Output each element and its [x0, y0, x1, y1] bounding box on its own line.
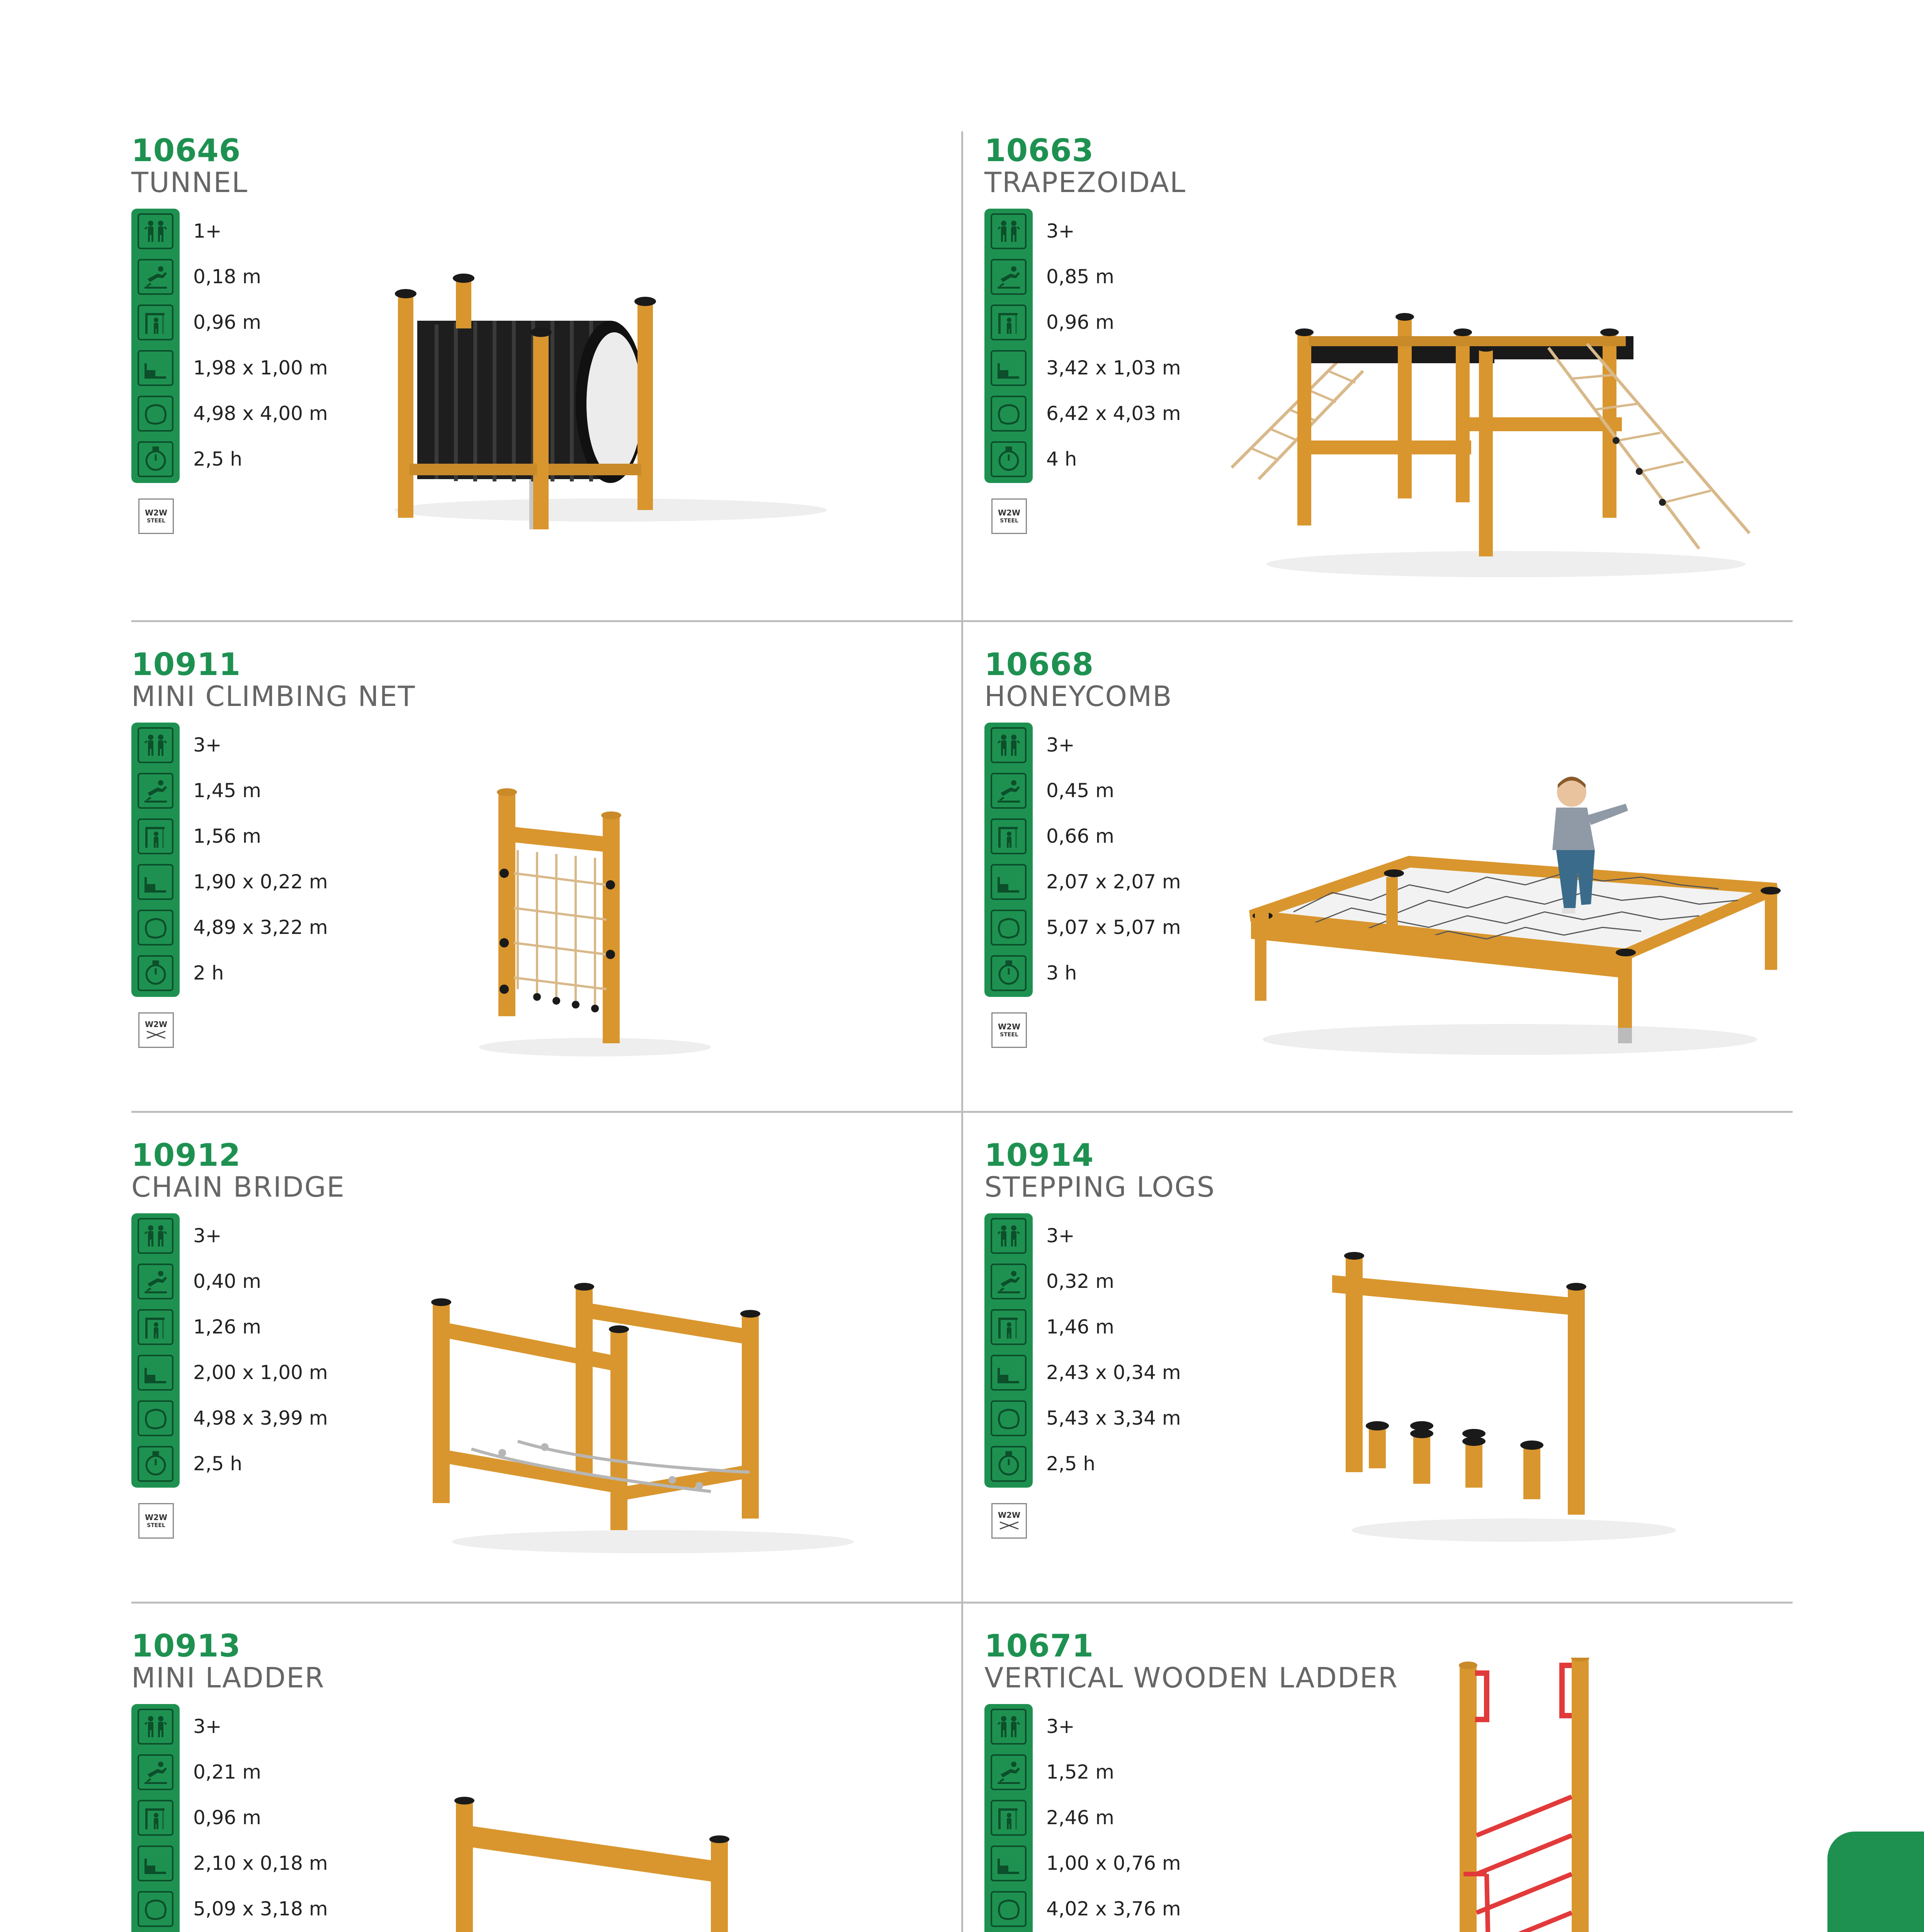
free-fall-height-icon [138, 818, 173, 854]
safety-area-icon [138, 1891, 173, 1927]
safety-area-icon [138, 396, 173, 432]
installation-time-icon [991, 955, 1027, 991]
spec-size: 2,10 x 0,18 m [193, 1852, 328, 1874]
spec-area: 5,07 x 5,07 m [1046, 916, 1181, 939]
spec-icon-bar [984, 723, 1033, 997]
section-side-tab [1827, 1832, 1924, 1932]
equipment-size-icon [138, 1845, 173, 1881]
equipment-size-icon [138, 864, 173, 900]
installation-time-icon [138, 955, 173, 991]
fall-height-icon [991, 1754, 1027, 1790]
product-code: 10671 [984, 1628, 1094, 1664]
equipment-size-icon [991, 1355, 1027, 1391]
fall-height-icon [138, 773, 173, 809]
crossed-tools-icon [998, 1520, 1021, 1531]
spec-area: 5,09 x 3,18 m [193, 1898, 328, 1920]
spec-icon-bar [131, 723, 180, 997]
age-icon [138, 213, 173, 249]
equipment-size-icon [991, 864, 1027, 900]
w2w-badge: W2W STEEL [138, 1503, 174, 1539]
product-10668 [984, 645, 1815, 1124]
tunnel-illustration [340, 263, 881, 533]
spec-time: 2,5 h [1046, 1452, 1096, 1475]
spec-free-height: 0,96 m [193, 1806, 261, 1829]
product-name: TRAPEZOIDAL [984, 166, 1186, 199]
mini-ladder-illustration [425, 1774, 889, 1932]
safety-area-icon [138, 910, 173, 946]
w2w-badge: W2W STEEL [991, 498, 1027, 534]
fall-height-icon [991, 1264, 1027, 1299]
spec-icon-bar [984, 209, 1033, 483]
fall-height-icon [138, 259, 173, 295]
free-fall-height-icon [991, 1309, 1027, 1345]
spec-free-height: 1,26 m [193, 1316, 261, 1338]
fall-height-icon [138, 1264, 173, 1299]
product-code: 10663 [984, 133, 1094, 168]
spec-fall-height: 0,18 m [193, 265, 261, 288]
product-10914 [984, 1136, 1815, 1615]
product-name: MINI LADDER [131, 1662, 325, 1694]
spec-free-height: 2,46 m [1046, 1806, 1114, 1829]
spec-age: 3+ [1046, 1715, 1075, 1738]
product-code: 10913 [131, 1628, 241, 1664]
product-code: 10912 [131, 1137, 241, 1173]
spec-age: 3+ [193, 734, 222, 756]
spec-fall-height: 0,21 m [193, 1761, 261, 1783]
spec-age: 3+ [193, 1715, 222, 1738]
spec-time: 2,5 h [193, 1452, 243, 1475]
equipment-size-icon [991, 350, 1027, 386]
w2w-badge: W2W [991, 1503, 1027, 1539]
spec-time: 4 h [1046, 448, 1077, 470]
age-icon [138, 727, 173, 763]
product-name: CHAIN BRIDGE [131, 1171, 345, 1203]
spec-fall-height: 1,45 m [193, 779, 261, 802]
spec-age: 3+ [193, 1225, 222, 1247]
spec-time: 3 h [1046, 962, 1077, 984]
safety-area-icon [991, 910, 1027, 946]
equipment-size-icon [138, 1355, 173, 1391]
free-fall-height-icon [138, 1309, 173, 1345]
safety-area-icon [991, 396, 1027, 432]
fall-height-icon [991, 773, 1027, 809]
product-10911 [131, 645, 962, 1124]
product-code: 10646 [131, 133, 241, 168]
product-10671 [984, 1627, 1815, 1932]
spec-icon-bar [984, 1213, 1033, 1488]
trapezoidal-illustration [1216, 278, 1796, 587]
spec-area: 5,43 x 3,34 m [1046, 1407, 1181, 1429]
fall-height-icon [138, 1754, 173, 1790]
age-icon [991, 1709, 1027, 1745]
spec-size: 2,43 x 0,34 m [1046, 1361, 1181, 1384]
product-code: 10914 [984, 1137, 1094, 1173]
spec-fall-height: 0,32 m [1046, 1270, 1114, 1293]
spec-size: 1,00 x 0,76 m [1046, 1852, 1181, 1874]
safety-area-icon [991, 1891, 1027, 1927]
spec-free-height: 0,66 m [1046, 825, 1114, 847]
row-divider [131, 620, 1793, 622]
w2w-badge: W2W STEEL [138, 498, 174, 534]
w2w-badge: W2W STEEL [991, 1012, 1027, 1048]
spec-fall-height: 0,45 m [1046, 779, 1114, 802]
vertical-wooden-ladder-illustration [1409, 1658, 1680, 1932]
product-name: HONEYCOMB [984, 680, 1173, 713]
age-icon [991, 1218, 1027, 1254]
spec-fall-height: 0,85 m [1046, 265, 1114, 288]
installation-time-icon [138, 1446, 173, 1482]
spec-fall-height: 0,40 m [193, 1270, 261, 1293]
crossed-tools-icon [144, 1029, 168, 1041]
spec-age: 3+ [1046, 1225, 1075, 1247]
spec-area: 4,98 x 3,99 m [193, 1407, 328, 1429]
spec-free-height: 1,46 m [1046, 1316, 1114, 1338]
age-icon [991, 727, 1027, 763]
mini-climbing-net-illustration [440, 773, 750, 1066]
spec-icon-bar [131, 1704, 180, 1932]
spec-free-height: 0,96 m [193, 311, 261, 333]
fall-height-icon [991, 259, 1027, 295]
installation-time-icon [991, 1446, 1027, 1482]
equipment-size-icon [138, 350, 173, 386]
spec-area: 6,42 x 4,03 m [1046, 402, 1181, 425]
product-10646 [131, 131, 962, 611]
product-10913 [131, 1627, 962, 1932]
age-icon [138, 1218, 173, 1254]
spec-size: 1,98 x 1,00 m [193, 357, 328, 379]
spec-icon-bar [131, 1213, 180, 1488]
product-name: TUNNEL [131, 166, 248, 199]
free-fall-height-icon [138, 1800, 173, 1836]
free-fall-height-icon [991, 304, 1027, 340]
spec-time: 2 h [193, 962, 224, 984]
spec-icon-bar [984, 1704, 1033, 1932]
product-10663 [984, 131, 1815, 611]
spec-size: 3,42 x 1,03 m [1046, 357, 1181, 379]
spec-size: 2,07 x 2,07 m [1046, 871, 1181, 893]
spec-size: 2,00 x 1,00 m [193, 1361, 328, 1384]
age-icon [138, 1709, 173, 1745]
age-icon [991, 213, 1027, 249]
safety-area-icon [991, 1400, 1027, 1436]
spec-age: 3+ [1046, 220, 1075, 242]
spec-area: 4,02 x 3,76 m [1046, 1898, 1181, 1920]
product-code: 10911 [131, 646, 241, 682]
safety-area-icon [138, 1400, 173, 1436]
free-fall-height-icon [991, 1800, 1027, 1836]
free-fall-height-icon [991, 818, 1027, 854]
spec-size: 1,90 x 0,22 m [193, 871, 328, 893]
spec-free-height: 0,96 m [1046, 311, 1114, 333]
installation-time-icon [138, 441, 173, 477]
spec-icon-bar [131, 209, 180, 483]
product-10912 [131, 1136, 962, 1615]
spec-area: 4,89 x 3,22 m [193, 916, 328, 939]
honeycomb-illustration [1216, 761, 1815, 1070]
equipment-size-icon [991, 1845, 1027, 1881]
free-fall-height-icon [138, 304, 173, 340]
w2w-badge: W2W [138, 1012, 174, 1048]
spec-fall-height: 1,52 m [1046, 1761, 1114, 1783]
spec-age: 1+ [193, 220, 222, 242]
installation-time-icon [991, 441, 1027, 477]
product-name: STEPPING LOGS [984, 1171, 1215, 1203]
spec-age: 3+ [1046, 734, 1075, 756]
spec-free-height: 1,56 m [193, 825, 261, 847]
product-code: 10668 [984, 646, 1094, 682]
spec-time: 2,5 h [193, 448, 243, 470]
product-name: VERTICAL WOODEN LADDER [984, 1662, 1398, 1694]
product-name: MINI CLIMBING NET [131, 680, 416, 713]
chain-bridge-illustration [402, 1271, 904, 1565]
spec-area: 4,98 x 4,00 m [193, 402, 328, 425]
stepping-logs-illustration [1301, 1244, 1726, 1553]
